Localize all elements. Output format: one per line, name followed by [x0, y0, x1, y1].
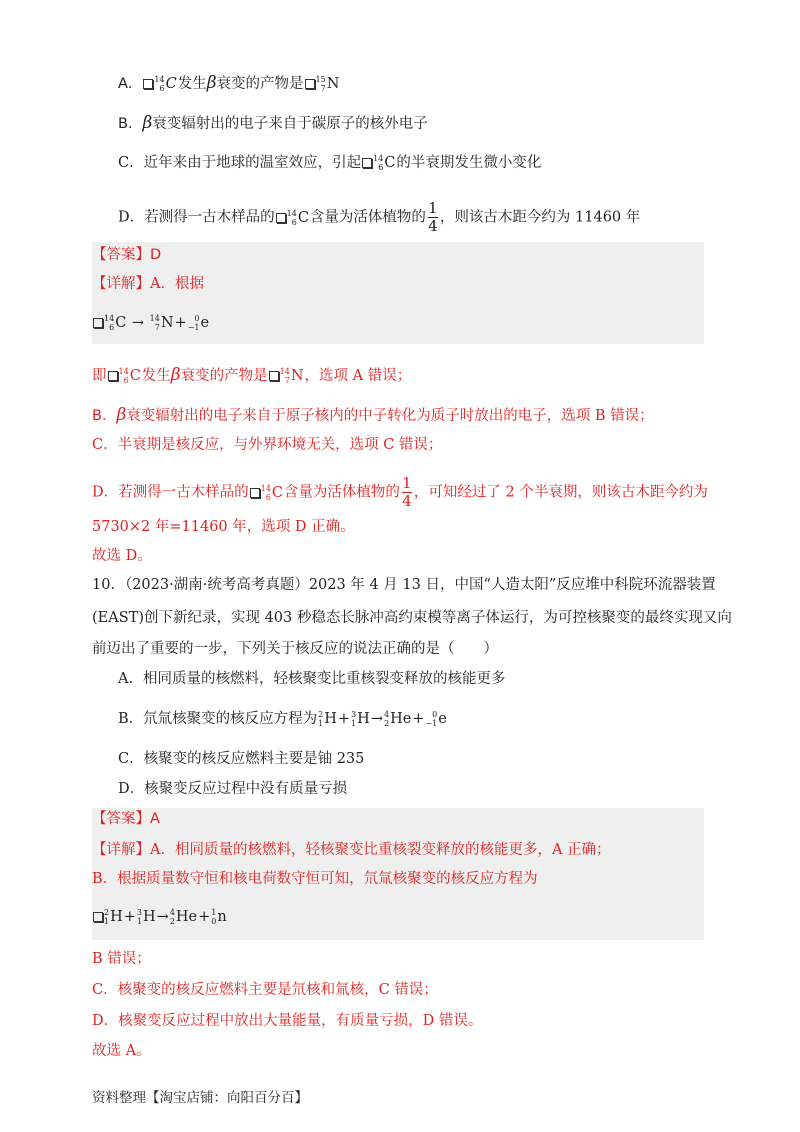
q9-option-c: C．近年来由于地球的温室效应，引起 14 6 C的半衰期发生微小变化 [118, 154, 542, 172]
q9-explain-d: D．若测得一古木样品的 14 6 C含量为活体植物的 $\frac{1}{4}$ ，可知经过了 2 个半衰期，则该古木距今约为 [92, 474, 708, 510]
placeholder-box-icon [250, 488, 260, 498]
placeholder-box-icon [93, 318, 103, 328]
q9-explain-b: B．β衰变辐射出的电子来自于原子核内的中子转化为质子时放出的电子，选项 B 错误； [92, 405, 654, 425]
q10-option-c: C．核聚变的核反应燃料主要是铀 235 [118, 751, 365, 767]
nuclide-c14: 14 6 C [362, 152, 395, 174]
q9-option-a: A． 14 6 C发生β衰变的产物是 15 7 N [118, 73, 340, 93]
placeholder-box-icon [305, 79, 315, 89]
q10-explain-d: D．核聚变反应过程中放出大量能量，有质量亏损，D 错误。 [92, 1013, 483, 1029]
nuclide-n15: 15 7 N [305, 73, 340, 95]
placeholder-box-icon [362, 158, 372, 168]
beta-symbol: β [116, 405, 127, 425]
placeholder-box-icon [93, 912, 103, 922]
nuclide-c14: 14 6 C [143, 73, 176, 95]
fraction-one-quarter: $\frac{1}{4}$ [402, 474, 412, 510]
q9-option-d: D．若测得一古木样品的 14 6 C含量为活体植物的 $\frac{1}{4}$ ，则该古木距今约为 11460 年 [118, 199, 641, 235]
q10-stem-line2: (EAST)创下新纪录，实现 403 秒稳态长脉冲高约束模等离子体运行，为可控核聚变的最终实现又向 [92, 610, 732, 626]
q10-detail-b: B．根据质量数守恒和核电荷数守恒可知，氘氚核聚变的核反应方程为 [92, 871, 538, 887]
q10-conclusion: 故选 A。 [92, 1043, 151, 1059]
option-label: A． [118, 76, 143, 92]
beta-symbol: β [206, 73, 217, 93]
q10-stem-line3: 前迈出了重要的一步，下列关于核反应的说法正确的是（ ） [92, 641, 498, 657]
q10-equation: 2 1 H+ 3 1 H→ 4 2 He+ 1 0 n [92, 906, 228, 928]
beta-symbol: β [170, 365, 181, 385]
nuclide-c14: 14 6 C [276, 207, 309, 229]
beta-symbol: β [142, 113, 153, 133]
q10-option-a: A．相同质量的核燃料，轻核聚变比重核裂变释放的核能更多 [118, 671, 506, 687]
q9-explain-c: C．半衰期是核反应，与外界环境无关，选项 C 错误； [92, 437, 443, 453]
q10-explain-c: C．核聚变的核反应燃料主要是氘核和氚核，C 错误； [92, 982, 438, 998]
placeholder-box-icon [108, 371, 118, 381]
q9-explain-a: 即 14 6 C发生β衰变的产物是 14 7 N，选项 A 错误； [92, 365, 412, 385]
q10-detail-intro: 【详解】A．相同质量的核燃料，轻核聚变比重核裂变释放的核能更多，A 正确； [92, 842, 611, 858]
q10-stem-line1: 10．（2023·湖南·统考高考真题）2023 年 4 月 13 日，中国“人造太阳”反应堆中科院环流器装置 [92, 577, 716, 593]
q9-explain-d-cont: 5730×2 年=11460 年，选项 D 正确。 [92, 519, 355, 535]
q10-option-b: B．氘氚核聚变的核反应方程为 2 1 H+ 3 1 H→ 4 2 He+ 0 −1 e [118, 710, 447, 728]
placeholder-box-icon [143, 79, 153, 89]
q9-option-b: B．β衰变辐射出的电子来自于碳原子的核外电子 [118, 113, 428, 133]
q9-detail-intro: 【详解】A．根据 [92, 276, 204, 292]
placeholder-box-icon [269, 371, 279, 381]
page-footer: 资料整理【淘宝店铺：向阳百分百】 [92, 1090, 308, 1106]
fraction-one-quarter: $\frac{1}{4}$ [428, 199, 438, 235]
q10-explain-b-end: B 错误； [92, 951, 151, 967]
q9-conclusion: 故选 D。 [92, 548, 152, 564]
q9-equation: 14 6 C → 14 7 N+ 0 −1 e [92, 312, 210, 334]
q10-answer: 【答案】A [92, 811, 160, 827]
q9-answer: 【答案】D [92, 247, 162, 263]
q10-option-d: D．核聚变反应过程中没有质量亏损 [118, 781, 348, 797]
placeholder-box-icon [276, 213, 286, 223]
